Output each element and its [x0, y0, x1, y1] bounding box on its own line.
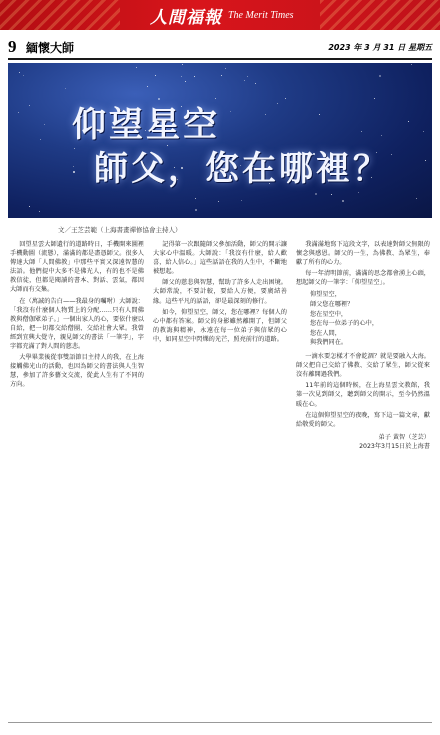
- poem-line: 仰望星空，: [310, 291, 341, 299]
- paragraph: 大學畢業後從事雙語節目主持人的我，在上海接觸佛光山的活動，也因為師父的書法與人生智慧，參加了許多藝文交流，從此人生有了不同的方向。: [10, 354, 144, 389]
- signature-name: 弟子 黃智（芝芸）: [378, 433, 430, 441]
- poem-line: 您在每一位弟子的心中，: [310, 320, 379, 328]
- star-dot: [423, 131, 424, 132]
- paragraph: 師父的慈悲與智慧，幫助了許多人走出困境。大師常說，不要計較，要給人方便，要廣結善緣。這些平凡的話語，卻是最深刻的修行。: [153, 279, 287, 305]
- star-dot: [215, 98, 216, 99]
- star-dot: [285, 98, 286, 99]
- article-headline: [72, 103, 390, 191]
- headline-line-2: 師父，您在哪裡？: [94, 149, 390, 189]
- star-dot: [195, 198, 196, 199]
- section-title: 緬懷大師: [26, 41, 75, 55]
- star-dot: [195, 209, 197, 211]
- issue-date: 2023 年 3 月 31 日 星期五: [328, 43, 432, 52]
- article-column-3: [296, 240, 430, 718]
- paragraph: 回望星雲大師遺行的道路時日，手機開來圖裡手機動圖（流態），滿滿的都是盡憑師父。很多人傳達大師「人間佛教」中那些平實又深遠智慧的法語。他們提中大多不是佛光人，有的也不是佛教信徒，但都是閱讀的書本、對話、雲氣，都因大師而有交集。: [10, 241, 144, 294]
- star-dot: [244, 80, 245, 81]
- banner-pattern-left: [0, 0, 120, 30]
- page-number: 9: [8, 37, 17, 56]
- article-column-1: [10, 240, 144, 718]
- poem-line: 您在星空中，: [310, 310, 348, 318]
- article-column-2: [153, 240, 287, 718]
- star-dot: [374, 98, 375, 99]
- star-dot: [65, 88, 66, 89]
- star-dot: [416, 198, 417, 199]
- paragraph: 每一年清明節前，滿滿的思念都會湧上心頭，想起師父的一筆字：「仰望星空」。: [296, 270, 430, 287]
- star-dot: [19, 72, 20, 73]
- star-dot: [185, 81, 186, 82]
- hero-image: [8, 63, 432, 218]
- star-dot: [18, 112, 19, 113]
- headline-line-1: 仰望星空: [72, 105, 220, 145]
- article-byline: 文／王芝芸範（上海書畫禪修協會主持人）: [58, 226, 182, 234]
- star-dot: [155, 75, 156, 76]
- star-dot: [425, 160, 426, 161]
- masthead-logo[interactable]: [150, 4, 294, 26]
- masthead-name-cn: 人間福報: [150, 7, 222, 28]
- star-dot: [158, 98, 160, 100]
- page-header: [8, 38, 432, 56]
- star-dot: [225, 68, 226, 69]
- star-dot: [255, 83, 256, 84]
- article-body: [10, 240, 430, 718]
- paragraph: 一滴水要怎樣才不會乾涸？就是要融入大海。師父把自己交給了佛教、交給了眾生，師父從來沒有離開過我們。: [296, 353, 430, 379]
- star-dot: [408, 121, 409, 122]
- paragraph: 在這個仰望星空的夜晚，寫下這一篇文章，獻給敬愛的師父。: [296, 411, 430, 428]
- header-divider: [8, 58, 432, 60]
- footer-divider: [8, 722, 432, 723]
- star-dot: [411, 64, 412, 65]
- star-dot: [40, 139, 41, 140]
- masthead-banner: [0, 0, 440, 30]
- signature-date: 2023年3月15日於上海書: [359, 442, 430, 450]
- poem-block: [310, 290, 430, 348]
- star-dot: [23, 75, 24, 76]
- star-dot: [221, 75, 222, 76]
- star-dot: [44, 124, 45, 125]
- star-dot: [315, 193, 317, 195]
- paragraph: 記得第一次跟隨師父參加活動，師父的開示讓大家心中溫暖。大師說：「我沒有什麼，給人歡喜，給人信心。」這些話語在我的人生中，不斷地被想起。: [153, 241, 287, 276]
- paragraph: 我滿滿地寫下這段文字，以表達對師父無限的懷念與感恩。師父的一生，為佛教、為眾生，奉獻了所有的心力。: [296, 241, 430, 267]
- author-signature: [296, 433, 430, 451]
- star-dot: [39, 211, 40, 212]
- star-dot: [247, 76, 248, 77]
- banner-pattern-right: [320, 0, 440, 30]
- poem-line: 您在人間，: [310, 329, 341, 337]
- paragraph: 11年前的這個時候，在上海星雲文教館，我第一次見到師父，聽到師父的開示，至今仍然溫暖在心。: [296, 382, 430, 408]
- star-dot: [29, 206, 30, 207]
- star-dot: [194, 76, 195, 77]
- star-dot: [29, 105, 30, 106]
- star-dot: [331, 194, 332, 195]
- star-dot: [181, 76, 182, 77]
- star-dot: [358, 192, 359, 193]
- star-dot: [182, 64, 183, 65]
- star-dot: [241, 200, 242, 201]
- star-dot: [136, 67, 137, 68]
- star-dot: [218, 201, 219, 202]
- star-dot: [147, 86, 148, 87]
- paragraph: 如今，仰望星空，師父，您在哪裡？每個人的心中都有答案。師父的身影雖然離開了，但師父的教誨與精神，永遠在每一位弟子與信眾的心中，如同星空中閃爍的光芒，照亮前行的道路。: [153, 308, 287, 343]
- star-dot: [391, 154, 392, 155]
- star-dot: [379, 75, 381, 77]
- masthead-name-en: The Merit Times: [228, 9, 294, 21]
- poem-line: 與我們同在。: [310, 339, 348, 347]
- poem-line: 師父您在哪裡？: [310, 301, 354, 309]
- star-dot: [342, 200, 344, 202]
- paragraph: 在（萬誠的告白——我最身的囑咐）大師說：「我沒有什麼個人物質上的分配……只有人間佛教與僧伽眾弟子。」一個出家人的心，要依什麼以自給，把一切都交給僧團、交給社會大眾。我曾經到宜興大覺寺，親見師父的書法「一筆字」，字字都充滿了對人間的慈悲。: [10, 297, 144, 351]
